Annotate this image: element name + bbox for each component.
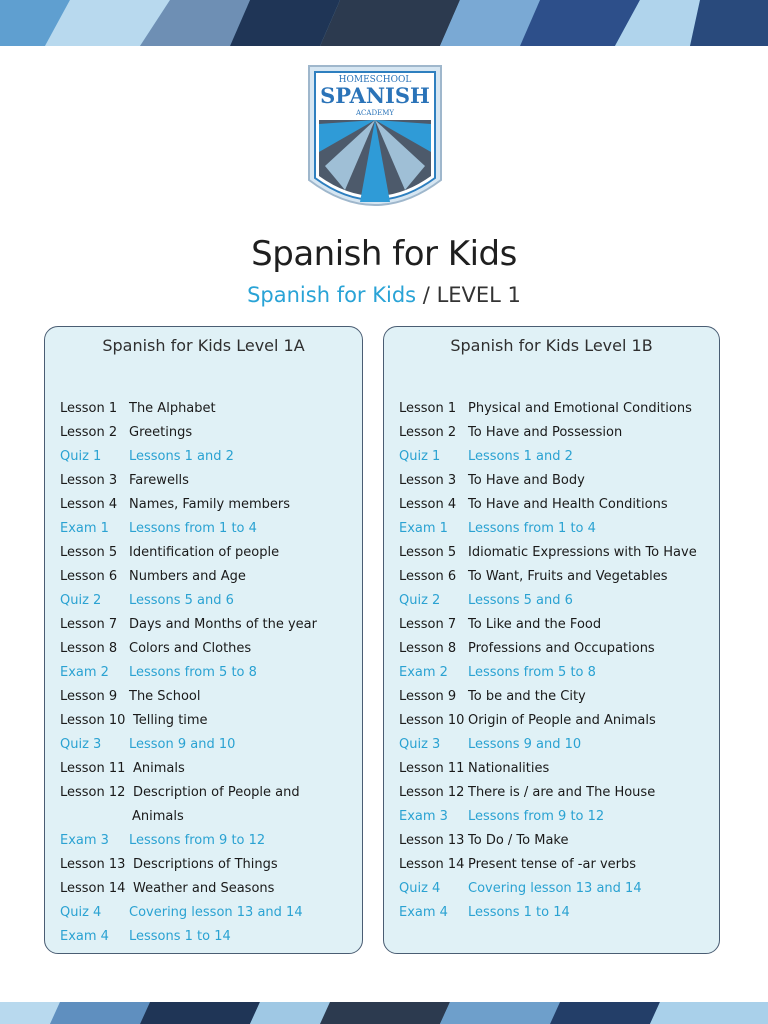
item-label: Exam 2 [399,665,448,680]
item-label: Lesson 6 [399,569,457,584]
item-label: Lesson 4 [399,497,457,512]
lesson-item [60,805,317,829]
assessment-item [60,517,317,541]
logo-top-text: HOMESCHOOL [338,75,412,85]
item-text: Lessons 5 and 6 [129,593,234,608]
item-label: Lesson 13 [399,833,465,848]
item-text: Lessons 1 to 14 [468,905,570,920]
lesson-item [399,493,697,517]
lesson-item [399,829,697,853]
item-label: Lesson 5 [60,545,118,560]
item-text: Lesson 9 and 10 [129,737,236,752]
lesson-item [399,709,697,733]
item-text: To Have and Health Conditions [468,497,668,512]
item-label: Lesson 6 [60,569,118,584]
lesson-item [399,685,697,709]
page-title: Spanish for Kids [251,234,517,274]
item-text: Days and Months of the year [129,617,317,632]
item-label: Lesson 7 [60,617,118,632]
item-label: Exam 3 [60,833,109,848]
item-label: Lesson 14 [399,857,465,872]
lesson-item [60,757,317,781]
assessment-item [60,445,317,469]
subtitle-separator: / [416,283,437,307]
lesson-item [60,853,317,877]
assessment-item [399,733,697,757]
item-label: Exam 3 [399,809,448,824]
item-label: Quiz 3 [60,737,102,752]
item-label: Lesson 12 [399,785,465,800]
item-label: Lesson 4 [60,497,118,512]
item-text: Colors and Clothes [129,641,252,656]
lesson-item [60,709,317,733]
item-text: Lessons from 5 to 8 [129,665,257,680]
item-label: Quiz 1 [399,449,441,464]
item-label: Quiz 4 [60,905,102,920]
item-text: Telling time [133,713,208,728]
item-label: Lesson 8 [399,641,457,656]
item-label: Lesson 5 [399,545,457,560]
item-text: Farewells [129,473,189,488]
lesson-item [60,877,317,901]
level-1b-list [399,397,697,925]
item-label: Quiz 4 [399,881,441,896]
item-label: Lesson 14 [60,881,126,896]
lesson-item [60,613,317,637]
logo-bottom-text: ACADEMY [356,109,394,117]
lesson-item [399,637,697,661]
item-text: Covering lesson 13 and 14 [129,905,303,920]
academy-logo [305,62,445,234]
item-label: Exam 1 [399,521,448,536]
logo-name: SPANISH [320,83,430,108]
item-text: Lessons 1 and 2 [129,449,234,464]
item-text: Physical and Emotional Conditions [468,401,692,416]
item-text: Identification of people [129,545,280,560]
item-text: Present tense of -ar verbs [468,857,637,872]
assessment-item [399,661,697,685]
item-label: Lesson 10 [60,713,126,728]
item-label: Quiz 2 [60,593,102,608]
item-text: Lessons from 1 to 4 [468,521,596,536]
assessment-item [60,733,317,757]
item-label: Quiz 3 [399,737,441,752]
item-text: To Have and Possession [468,425,623,440]
item-label: Lesson 10 [399,713,465,728]
item-text: Names, Family members [129,497,291,512]
item-text: There is / are and The House [468,785,656,800]
assessment-item [60,925,317,949]
lesson-item [60,685,317,709]
item-label: Lesson 3 [399,473,457,488]
assessment-item [60,829,317,853]
level-1b-panel [383,326,720,954]
item-label: Lesson 1 [60,401,118,416]
item-text: Descriptions of Things [133,857,278,872]
item-text: To Want, Fruits and Vegetables [468,569,668,584]
item-text: Lessons from 1 to 4 [129,521,257,536]
item-label: Lesson 12 [60,785,126,800]
item-text: Covering lesson 13 and 14 [468,881,642,896]
lesson-item [60,565,317,589]
lesson-item [399,469,697,493]
assessment-item [399,901,697,925]
item-text: Lessons 9 and 10 [468,737,582,752]
lesson-item [60,397,317,421]
item-label: Quiz 2 [399,593,441,608]
page-subtitle [0,283,768,307]
lesson-item [399,397,697,421]
item-text: Animals [133,761,185,776]
item-text: Origin of People and Animals [468,713,656,728]
item-label: Lesson 7 [399,617,457,632]
item-text: To Have and Body [468,473,585,488]
assessment-item [60,589,317,613]
item-text: Animals [132,809,184,824]
level-1a-list [60,397,317,949]
item-label: Lesson 11 [60,761,126,776]
top-decorative-band [0,0,768,46]
item-text: Lessons 1 and 2 [468,449,573,464]
item-label: Lesson 2 [60,425,118,440]
item-label: Lesson 9 [60,689,118,704]
item-label: Lesson 1 [399,401,457,416]
lesson-item [399,781,697,805]
item-label: Lesson 2 [399,425,457,440]
item-text: Idiomatic Expressions with To Have [468,545,697,560]
item-text: Professions and Occupations [468,641,655,656]
item-text: Lessons from 9 to 12 [129,833,266,848]
lesson-item [399,565,697,589]
item-text: To be and the City [468,689,586,704]
level-1b-title: Spanish for Kids Level 1B [450,336,653,355]
assessment-item [399,445,697,469]
assessment-item [399,589,697,613]
item-label: Exam 4 [60,929,109,944]
lesson-item [399,613,697,637]
assessment-item [60,661,317,685]
lesson-item [399,757,697,781]
item-label: Quiz 1 [60,449,102,464]
item-label: Lesson 8 [60,641,118,656]
lesson-item [60,541,317,565]
item-text: To Do / To Make [468,833,569,848]
item-text: Description of People and [133,785,300,800]
item-label: Exam 1 [60,521,109,536]
lesson-item [60,421,317,445]
assessment-item [60,901,317,925]
lesson-item [399,421,697,445]
assessment-item [399,805,697,829]
lesson-item [399,541,697,565]
level-1a-title: Spanish for Kids Level 1A [102,336,305,355]
lesson-item [60,637,317,661]
item-label: Exam 4 [399,905,448,920]
item-text: The Alphabet [129,401,216,416]
item-label: Lesson 11 [399,761,465,776]
item-label: Lesson 9 [399,689,457,704]
assessment-item [399,517,697,541]
item-text: Nationalities [468,761,550,776]
level-1a-panel [44,326,363,954]
lesson-item [60,781,317,805]
lesson-item [399,853,697,877]
item-text: Lessons from 5 to 8 [468,665,596,680]
lesson-item [60,469,317,493]
item-text: Lessons from 9 to 12 [468,809,605,824]
item-text: To Like and the Food [468,617,602,632]
lesson-item [60,493,317,517]
subtitle-program: Spanish for Kids [247,283,417,307]
item-text: Greetings [129,425,193,440]
assessment-item [399,877,697,901]
item-text: Lessons 5 and 6 [468,593,573,608]
subtitle-level: LEVEL 1 [436,283,521,307]
item-text: Numbers and Age [129,569,246,584]
item-text: The School [129,689,201,704]
item-label: Exam 2 [60,665,109,680]
item-text: Weather and Seasons [133,881,275,896]
bottom-decorative-band [0,1002,768,1024]
item-text: Lessons 1 to 14 [129,929,231,944]
item-label: Lesson 3 [60,473,118,488]
item-label: Lesson 13 [60,857,126,872]
